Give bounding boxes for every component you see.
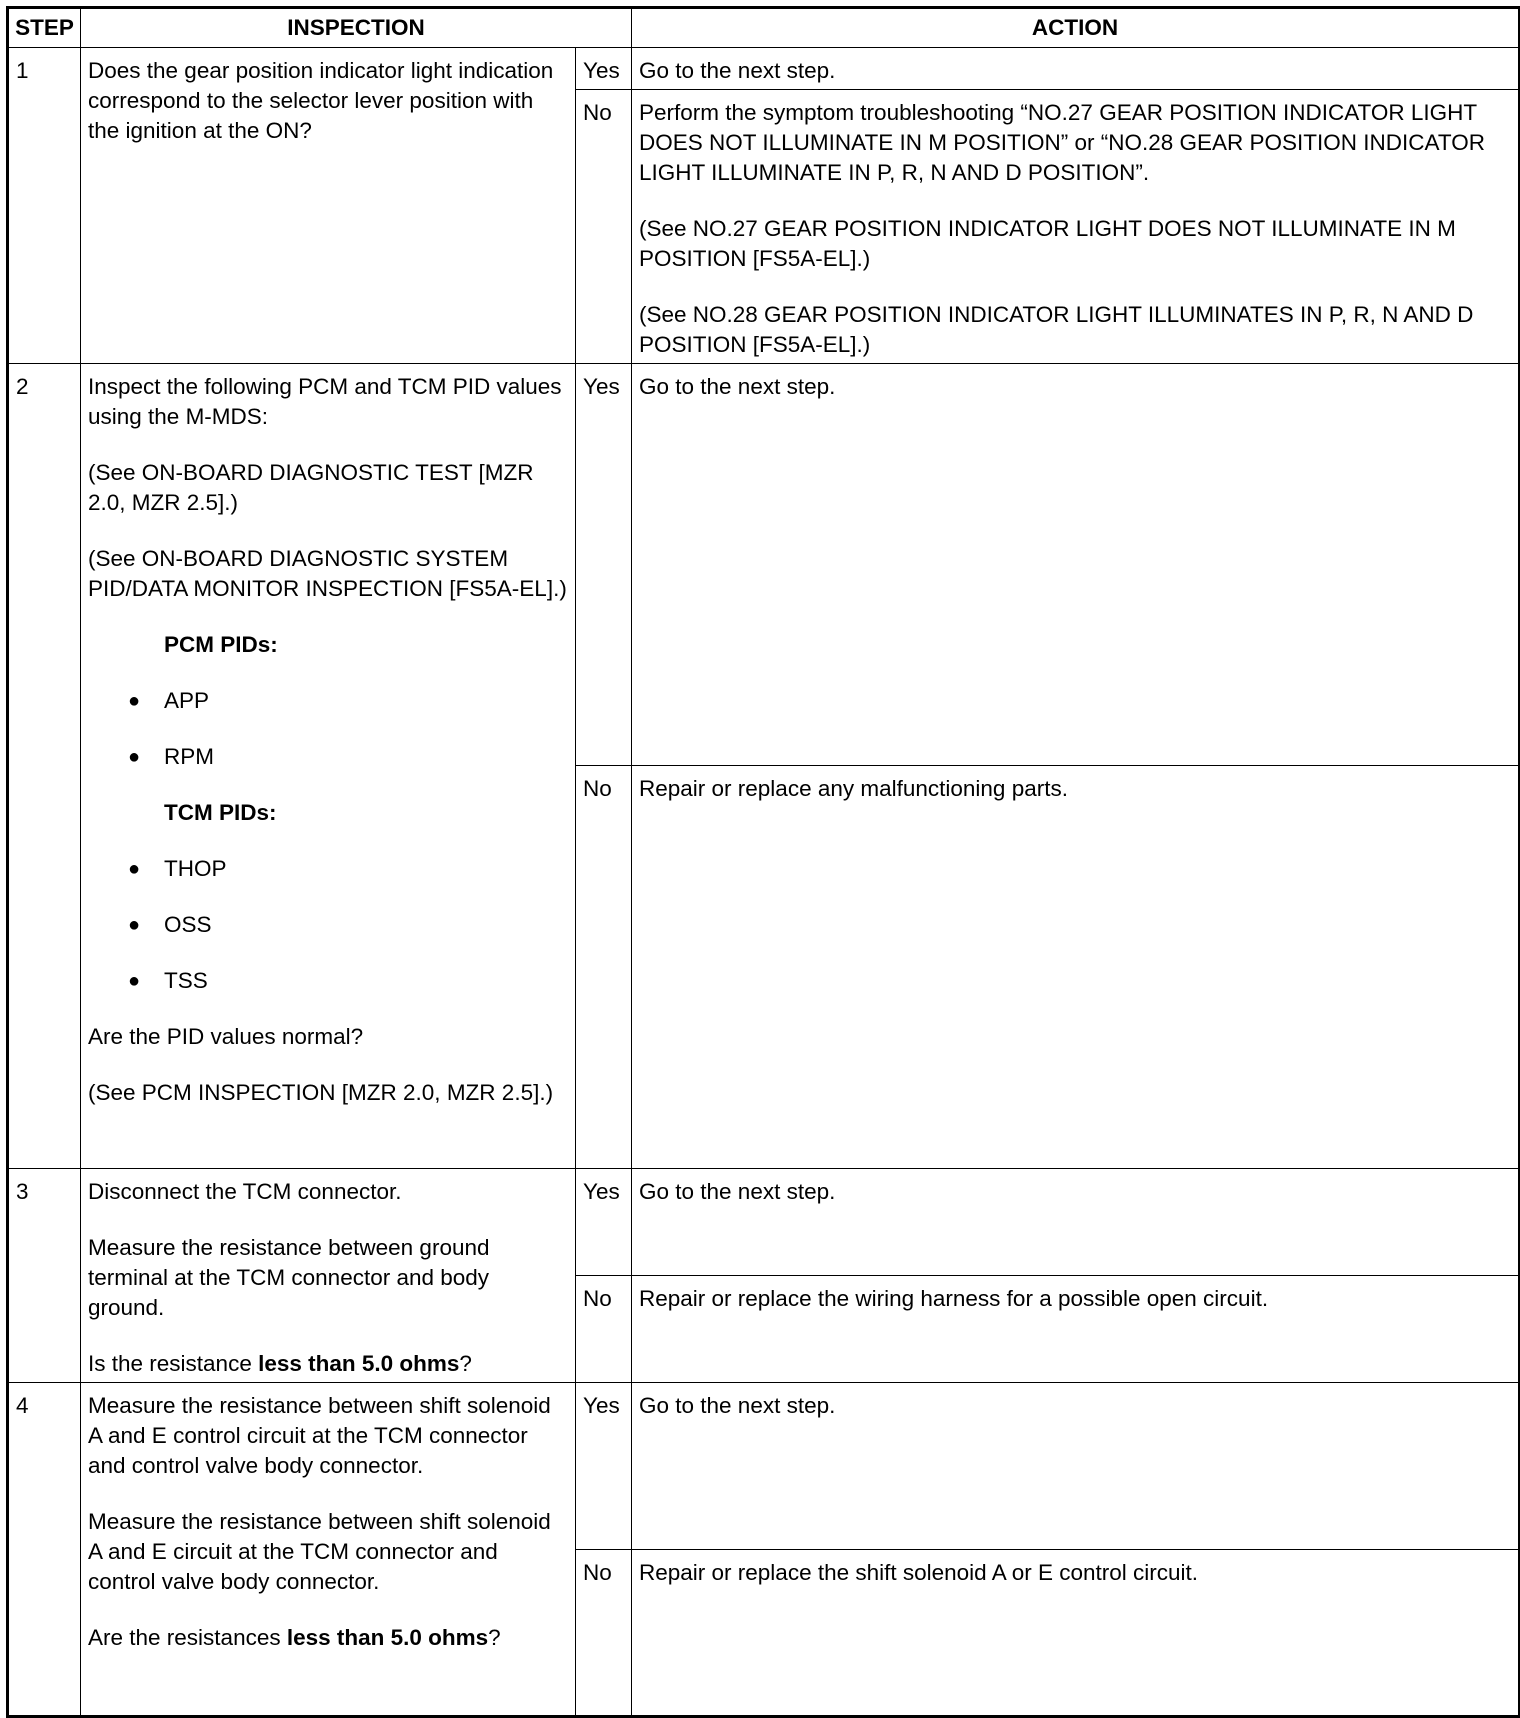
step-number: 1 [8, 48, 81, 364]
inspection-cell [81, 364, 576, 1168]
inspection-text: Measure the resistance between shift solenoid A and E control circuit at the TCM connector and control valve body connector. [88, 1392, 551, 1478]
reference-link: (See ON-BOARD DIAGNOSTIC SYSTEM PID/DATA MONITOR INSPECTION [FS5A-EL].) [88, 546, 567, 602]
no-action: Repair or replace the shift solenoid A or E control circuit. [632, 1549, 1520, 1716]
table-row [8, 1382, 1520, 1549]
table-header-row [8, 8, 1520, 48]
yes-action: Go to the next step. [632, 1382, 1520, 1549]
inspection-question [88, 1623, 568, 1653]
inspection-text: Inspect the following PCM and TCM PID values using the M-MDS: [88, 374, 562, 430]
table-row [8, 1168, 1520, 1275]
question-text: Are the resistances [88, 1624, 287, 1650]
table-row [8, 364, 1520, 766]
step-number: 4 [8, 1382, 81, 1716]
pid-list-item [88, 910, 568, 940]
header-step: STEP [8, 8, 81, 48]
no-label: No [576, 1549, 632, 1716]
no-action: Repair or replace any malfunctioning parts. [632, 766, 1520, 1168]
reference-link: (See NO.28 GEAR POSITION INDICATOR LIGHT ILLUMINATES IN P, R, N AND D POSITION [FS5A-EL].) [639, 302, 1474, 358]
step-number: 2 [8, 364, 81, 1168]
yes-label: Yes [576, 1168, 632, 1275]
no-label: No [576, 90, 632, 364]
yes-label: Yes [576, 364, 632, 766]
diagnostic-table [6, 6, 1520, 1718]
yes-action: Go to the next step. [632, 48, 1520, 90]
bullet-icon: ● [128, 746, 141, 769]
bullet-icon: ● [128, 970, 141, 993]
pid-name: TSS [164, 968, 208, 994]
inspection-text: Does the gear position indicator light indication correspond to the selector lever position with the ignition at the ON? [88, 58, 554, 144]
inspection-cell [81, 48, 576, 364]
pid-name: APP [164, 688, 210, 714]
pid-list-item [88, 966, 568, 996]
header-action: ACTION [632, 8, 1520, 48]
inspection-text: Disconnect the TCM connector. [88, 1178, 402, 1204]
tcm-pids-heading: TCM PIDs: [164, 800, 277, 826]
pcm-pids-heading: PCM PIDs: [164, 632, 278, 658]
bullet-icon: ● [128, 858, 141, 881]
pid-list-item [88, 854, 568, 884]
yes-action: Go to the next step. [632, 364, 1520, 766]
pid-list-item [88, 686, 568, 716]
yes-label: Yes [576, 1382, 632, 1549]
inspection-cell [81, 1168, 576, 1382]
question-spec: less than 5.0 ohms [258, 1350, 460, 1376]
inspection-question: Are the PID values normal? [88, 1024, 364, 1050]
inspection-question [88, 1349, 568, 1379]
pid-name: RPM [164, 744, 214, 770]
header-inspection: INSPECTION [81, 8, 632, 48]
question-spec: less than 5.0 ohms [286, 1624, 489, 1650]
yes-label: Yes [576, 48, 632, 90]
question-mark: ? [459, 1350, 472, 1376]
no-action: Repair or replace the wiring harness for a possible open circuit. [632, 1275, 1520, 1382]
question-mark: ? [488, 1624, 501, 1650]
bullet-icon: ● [128, 914, 141, 937]
inspection-cell [81, 1382, 576, 1716]
inspection-text: Measure the resistance between shift solenoid A and E circuit at the TCM connector and control valve body connector. [88, 1508, 551, 1594]
pid-list-item [88, 742, 568, 772]
action-text: Perform the symptom troubleshooting “NO.27 GEAR POSITION INDICATOR LIGHT DOES NOT ILLUMINATE IN M POSITION” or “NO.28 GEAR POSITION INDICATOR LIGHT ILLUMINATE IN P, R, N AND D POSITION”. [639, 100, 1485, 186]
question-text: Is the resistance [88, 1350, 259, 1376]
reference-link: (See PCM INSPECTION [MZR 2.0, MZR 2.5].) [88, 1080, 554, 1106]
reference-link: (See NO.27 GEAR POSITION INDICATOR LIGHT DOES NOT ILLUMINATE IN M POSITION [FS5A-EL].) [639, 216, 1456, 272]
table-row [8, 48, 1520, 90]
no-label: No [576, 766, 632, 1168]
inspection-text: Measure the resistance between ground terminal at the TCM connector and body ground. [88, 1234, 490, 1320]
pid-name: OSS [164, 912, 212, 938]
bullet-icon: ● [128, 690, 141, 713]
no-label: No [576, 1275, 632, 1382]
yes-action: Go to the next step. [632, 1168, 1520, 1275]
pid-name: THOP [164, 856, 227, 882]
no-action [632, 90, 1520, 364]
reference-link: (See ON-BOARD DIAGNOSTIC TEST [MZR 2.0, MZR 2.5].) [88, 460, 534, 516]
step-number: 3 [8, 1168, 81, 1382]
